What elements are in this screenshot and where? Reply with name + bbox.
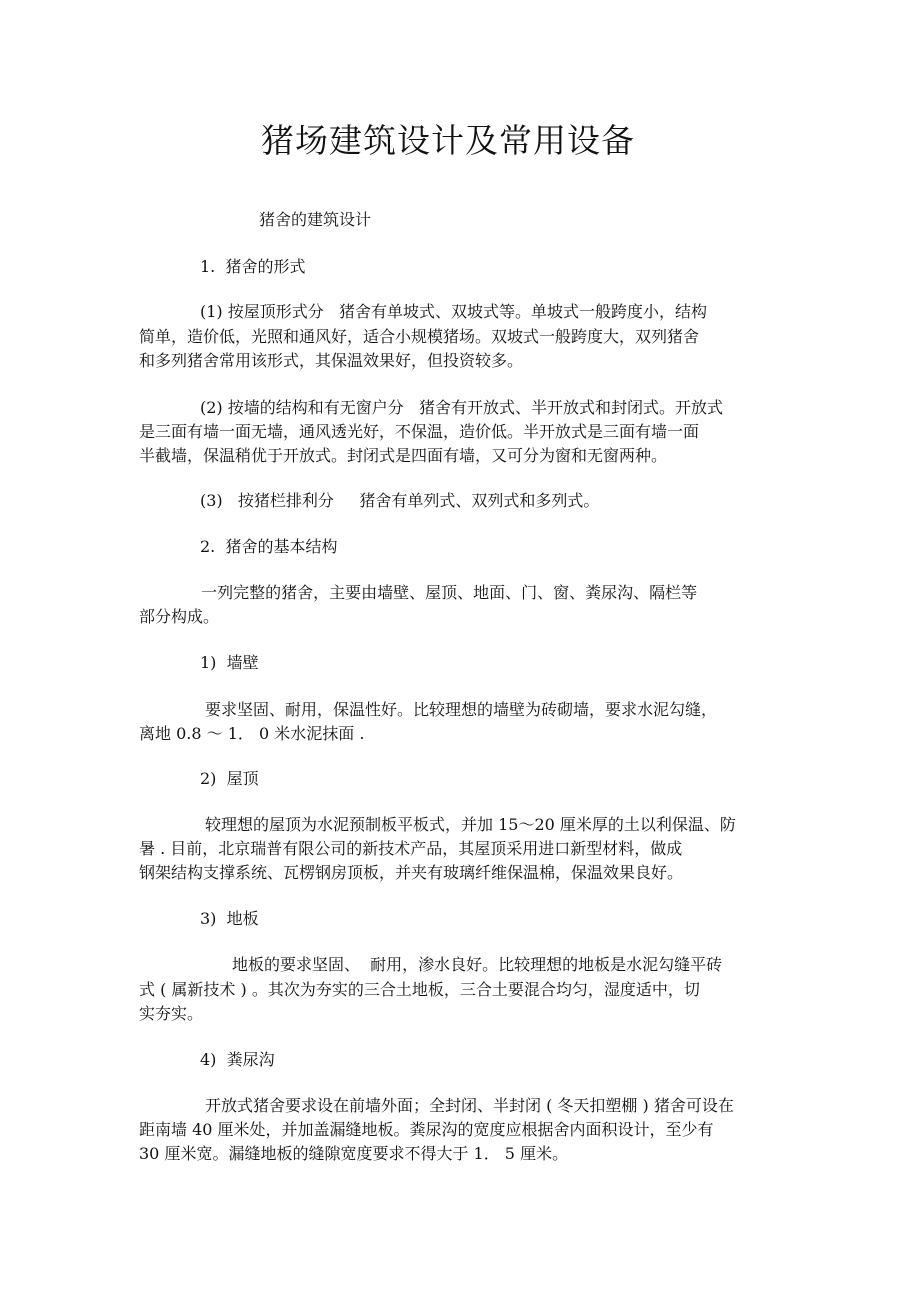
heading-1: 1. 猪舍的形式 [200,257,306,276]
paragraph-7-line-3: 实夯实。 [139,1004,204,1023]
paragraph-8-line-3: 30 厘米宽。漏缝地板的缝隙宽度要求不得大于 1． 5 厘米。 [139,1144,569,1163]
paragraph-4-line-2: 部分构成。 [139,607,220,626]
paragraph-7-line-1: 地板的要求坚固、 耐用，渗水良好。比较理想的地板是水泥勾缝平砖 [232,955,723,974]
heading-2: 2. 猪舍的基本结构 [200,537,338,556]
paragraph-2-line-1: (2) 按墙的结构和有无窗户分 猪舍有开放式、半开放式和封闭式。开放式 [200,398,724,417]
paragraph-5-line-2: 离地 0.8 ～ 1． 0 米水泥抹面 . [139,724,365,743]
paragraph-1-line-1: (1) 按屋顶形式分 猪舍有单坡式、双坡式等。单坡式一般跨度小，结构 [200,302,708,321]
subheading-floor: 3) 地板 [200,909,259,928]
section-heading: 猪舍的建筑设计 [259,210,372,229]
paragraph-8-line-2: 距南墙 40 厘米处，并加盖漏缝地板。粪尿沟的宽度应根据舍内面积设计，至少有 [139,1120,714,1139]
paragraph-1-line-2: 简单，造价低，光照和通风好，适合小规模猪场。双坡式一般跨度大，双列猪舍 [139,327,700,346]
paragraph-7-line-2: 式 ( 属新技术 ) 。其次为夯实的三合土地板，三合土要混合均匀，湿度适中，切 [139,980,700,999]
paragraph-6-line-2: 暑 . 目前，北京瑞普有限公司的新技术产品，其屋顶采用进口新型材料，做成 [139,839,683,858]
subheading-roof: 2) 屋顶 [200,769,259,788]
paragraph-3: (3) 按猪栏排利分 猪舍有单列式、双列式和多列式。 [200,491,600,510]
paragraph-5-line-1: 要求坚固、耐用，保温性好。比较理想的墙壁为砖砌墙，要求水泥勾缝， [205,700,718,719]
paragraph-6-line-3: 钢架结构支撑系统、瓦楞钢房顶板，并夹有玻璃纤维保温棉，保温效果良好。 [139,863,684,882]
subheading-manure-ditch: 4) 粪尿沟 [200,1050,275,1069]
paragraph-1-line-3: 和多列猪舍常用该形式，其保温效果好，但投资较多。 [139,351,524,370]
subheading-walls: 1) 墙壁 [200,653,259,672]
document-title: 猪场建筑设计及常用设备 [261,121,635,160]
paragraph-2-line-3: 半截墙，保温稍优于开放式。封闭式是四面有墙，又可分为窗和无窗两种。 [139,446,668,465]
paragraph-8-line-1: 开放式猪舍要求设在前墙外面；全封闭、半封闭 ( 冬天扣塑棚 ) 猪舍可设在 [205,1096,734,1115]
paragraph-2-line-2: 是三面有墙一面无墙，通风透光好，不保温，造价低。半开放式是三面有墙一面 [139,422,700,441]
paragraph-6-line-1: 较理想的屋顶为水泥预制板平板式，并加 15～20 厘米厚的土以利保温、防 [205,815,736,834]
paragraph-4-line-1: 一列完整的猪舍，主要由墙壁、屋顶、地面、门、窗、粪尿沟、隔栏等 [196,583,698,602]
